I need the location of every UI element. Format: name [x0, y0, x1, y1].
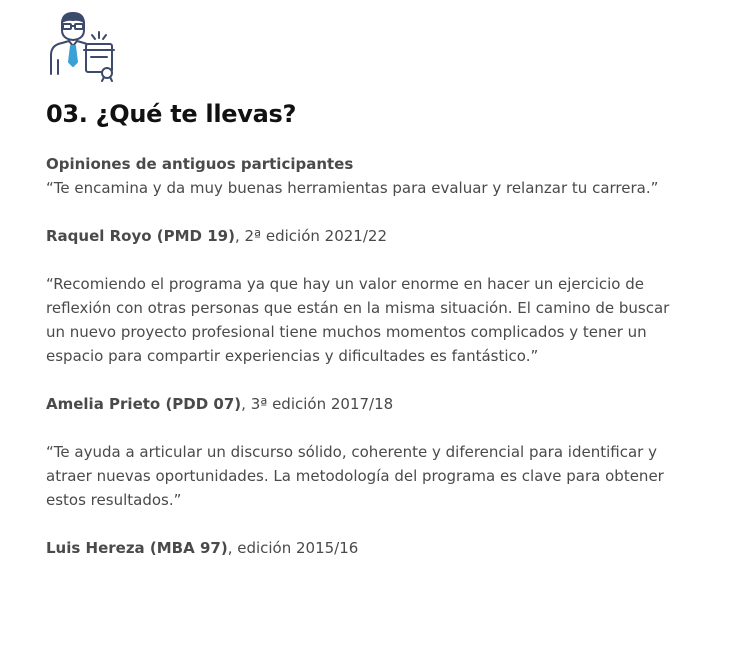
testimonial-author [46, 536, 686, 560]
section-title: 03. ¿Qué te llevas? [46, 100, 297, 128]
testimonial-author [46, 392, 686, 416]
author-name: Amelia Prieto (PDD 07) [46, 395, 242, 413]
section-subtitle: Opiniones de antiguos participantes [46, 155, 354, 173]
author-name: Luis Hereza (MBA 97) [46, 539, 228, 557]
author-edition: , 2ª edición 2021/22 [234, 227, 387, 245]
author-name: Raquel Royo (PMD 19) [46, 227, 235, 245]
testimonial-quote: “Te encamina y da muy buenas herramientas para evaluar y relanzar tu carrera.” [46, 179, 659, 197]
testimonial-author [46, 224, 686, 248]
testimonial-quote: “Recomiendo el programa ya que hay un valor enorme en hacer un ejercicio de reflexión con otras personas que están en la misma situación. El camino de buscar un nuevo proyecto profesional tiene muchos momentos complicados y tener un espacio para compartir experiencias y dificultades es fantástico.” [46, 275, 670, 365]
testimonial-quote: “Te ayuda a articular un discurso sólido, coherente y diferencial para identificar y atraer nuevas oportunidades. La metodología del programa es clave para obtener estos resultados.” [46, 443, 664, 509]
professional-certificate-icon [46, 10, 120, 82]
author-edition: , edición 2015/16 [227, 539, 359, 557]
testimonials-section [46, 10, 686, 584]
author-edition: , 3ª edición 2017/18 [241, 395, 394, 413]
